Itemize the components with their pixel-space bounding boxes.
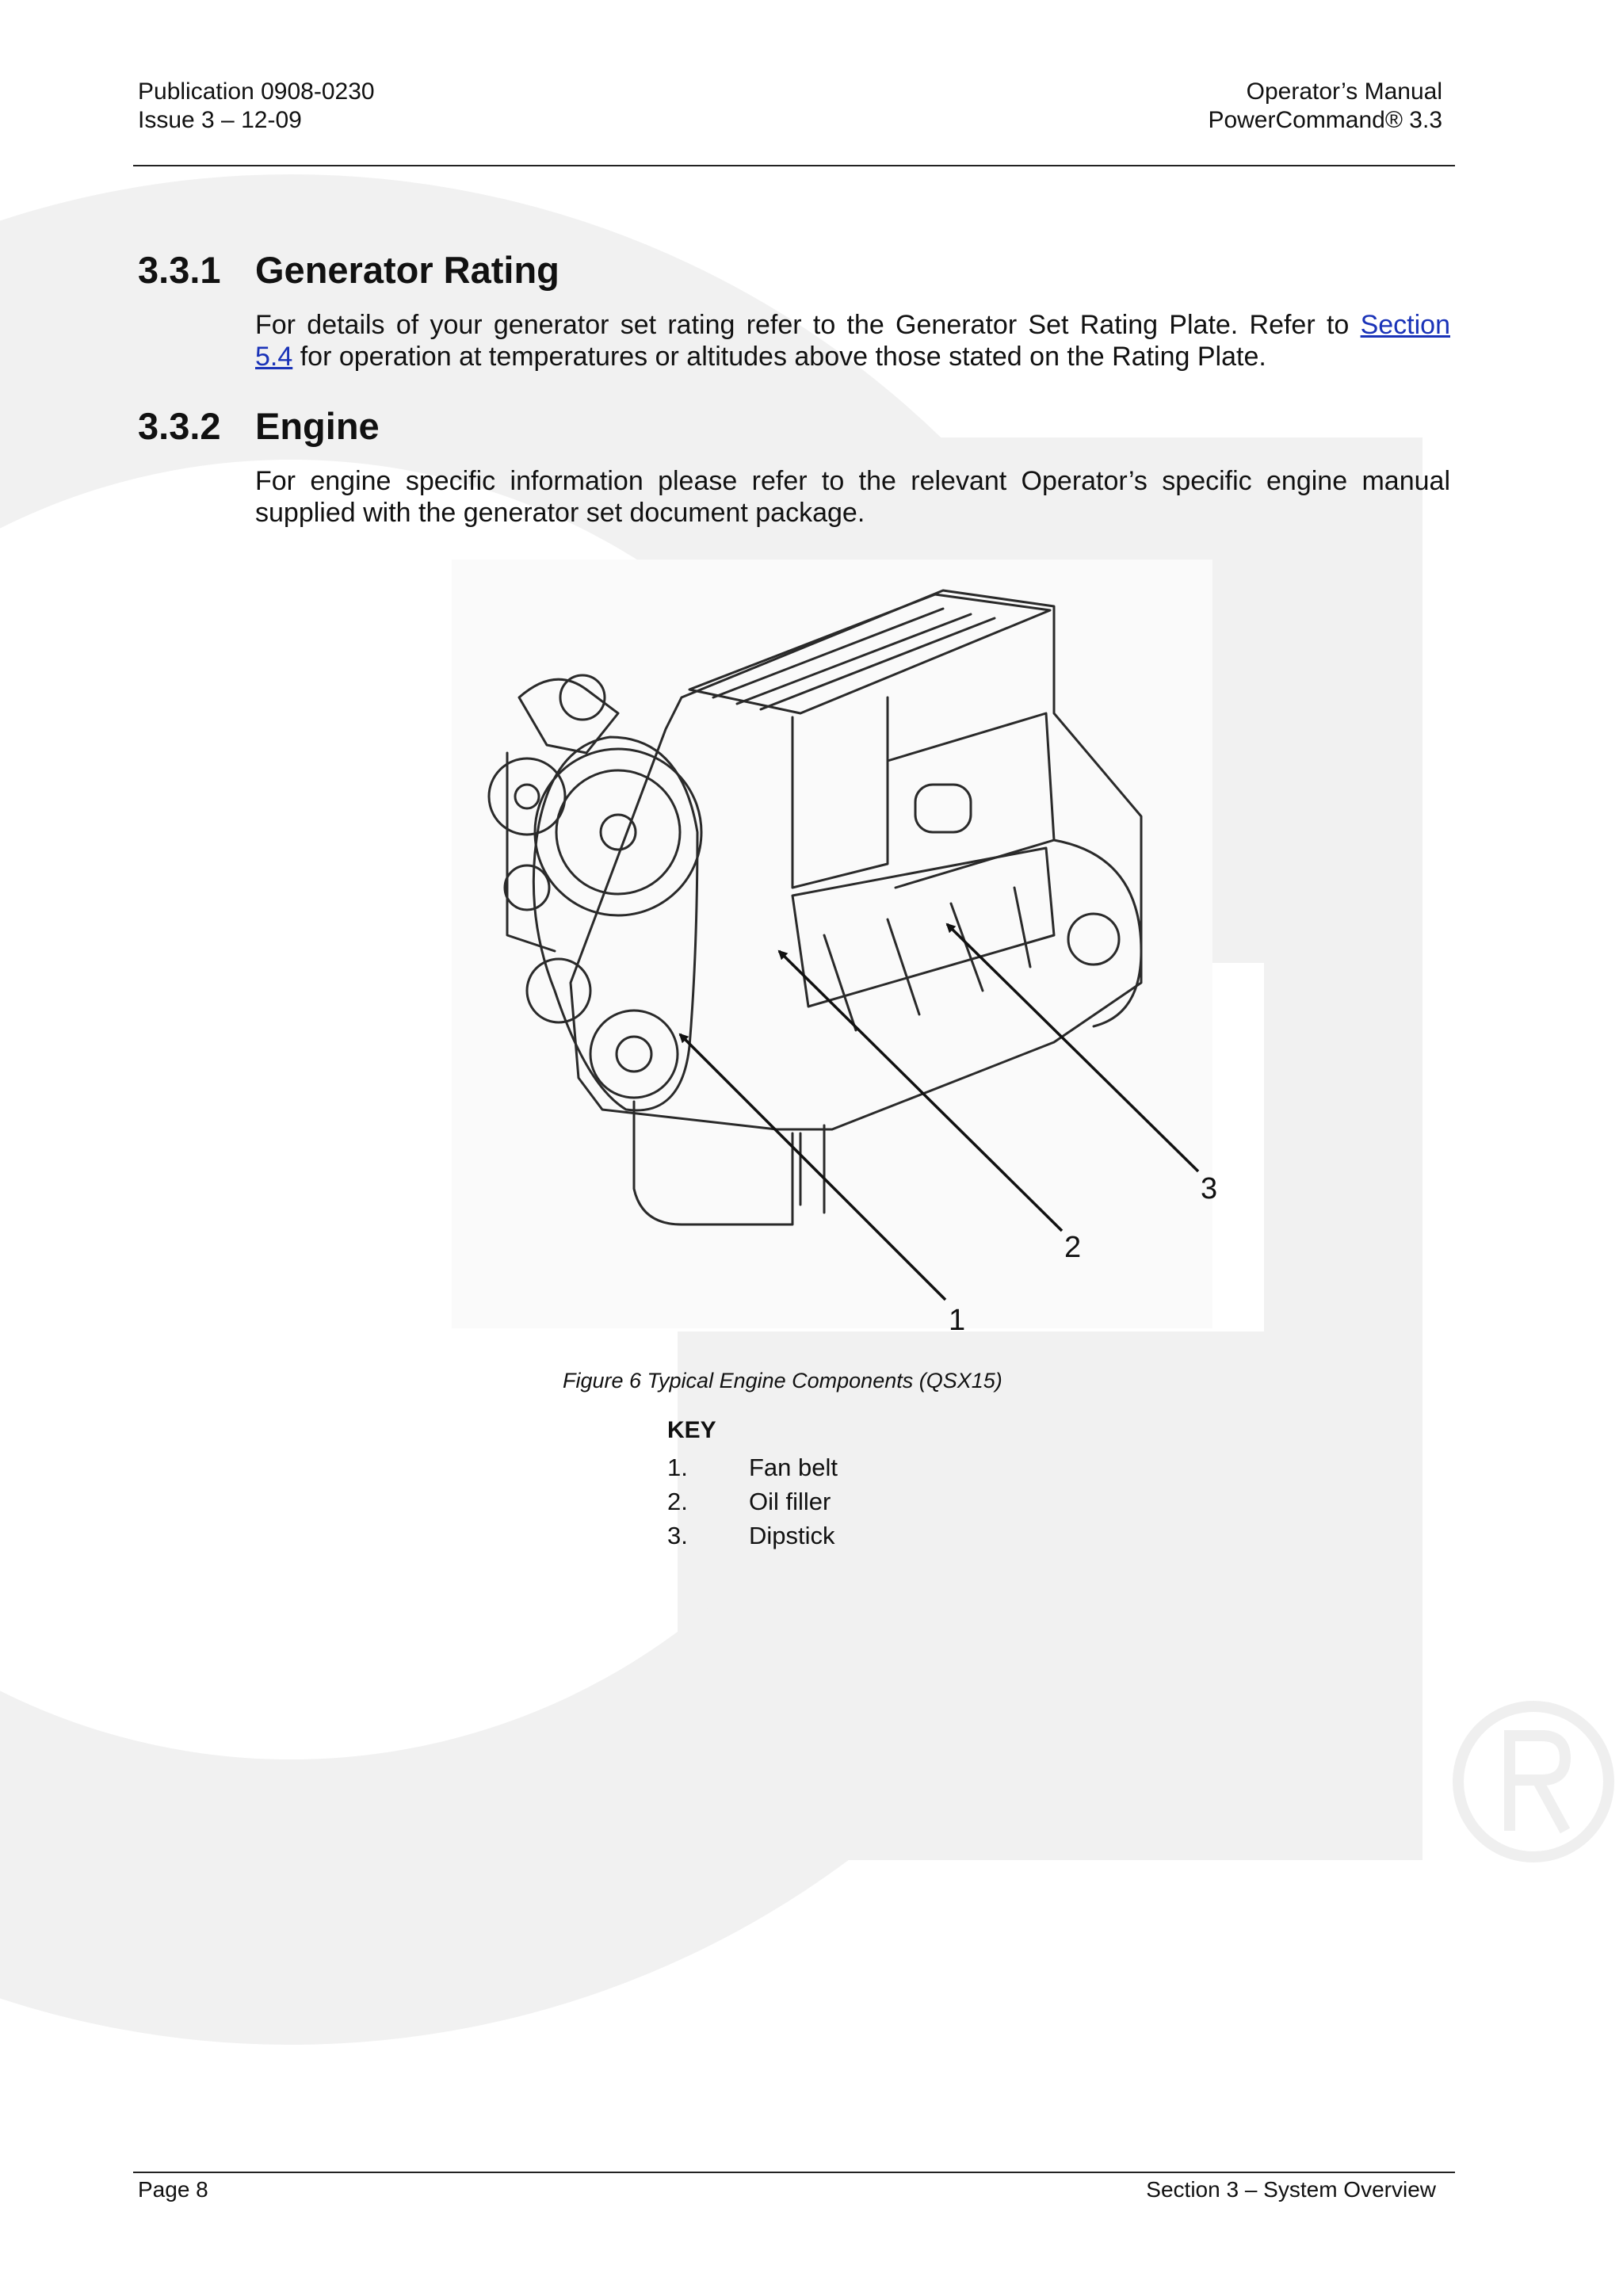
- manual-title: Operator’s Manual: [1246, 78, 1442, 105]
- paragraph-line: For details of your generator set rating refer to the Generator Set Rating Plate. Refer to Section: [255, 310, 1450, 340]
- callout-label: 3: [1201, 1172, 1218, 1205]
- page-number: Page 8: [138, 2177, 208, 2202]
- section-title: Generator Rating: [255, 249, 559, 291]
- publication-number: Publication 0908-0230: [138, 78, 375, 105]
- key-item-label: Dipstick: [749, 1522, 835, 1549]
- key-heading: KEY: [667, 1417, 716, 1443]
- footer-section: Section 3 – System Overview: [1146, 2177, 1436, 2202]
- issue-date: Issue 3 – 12-09: [138, 107, 302, 133]
- section-number: 3.3.2: [138, 405, 221, 447]
- key-item-label: Oil filler: [749, 1488, 831, 1515]
- paragraph-line: For engine specific information please refer to the relevant Operator’s specific engine manual: [255, 466, 1450, 496]
- key-item-number: 2.: [667, 1488, 688, 1515]
- key-item-number: 3.: [667, 1522, 688, 1549]
- product-name: PowerCommand® 3.3: [1208, 107, 1442, 133]
- section-link[interactable]: Section: [1360, 310, 1450, 340]
- paragraph-line: supplied with the generator set document package.: [255, 498, 865, 528]
- footer-rule: [133, 2172, 1455, 2173]
- key-item-number: 1.: [667, 1454, 688, 1481]
- section-title: Engine: [255, 405, 380, 447]
- section-link[interactable]: 5.4: [255, 342, 293, 372]
- section-number: 3.3.1: [138, 249, 221, 291]
- paragraph-line: 5.4 for operation at temperatures or altitudes above those stated on the Rating Plate.: [255, 342, 1266, 372]
- callout-label: 1: [949, 1304, 966, 1337]
- key-item-label: Fan belt: [749, 1454, 838, 1481]
- figure-caption: Figure 6 Typical Engine Components (QSX15): [563, 1369, 1002, 1392]
- callout-label: 2: [1064, 1231, 1082, 1264]
